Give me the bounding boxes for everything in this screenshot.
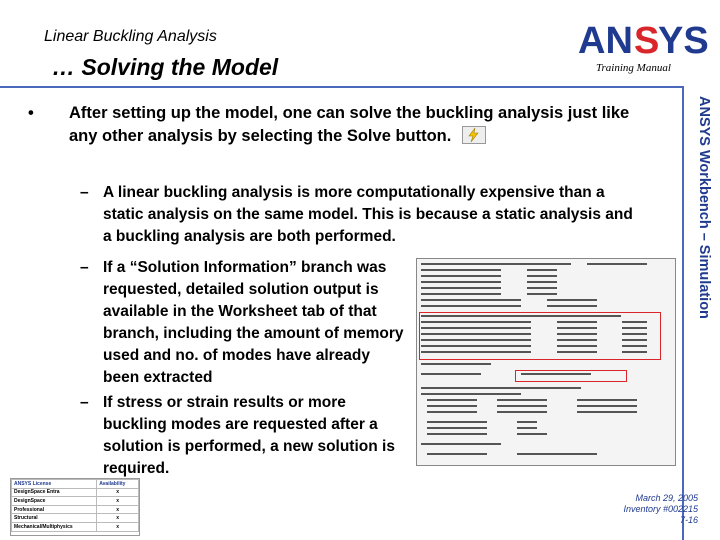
svg-text:YS: YS — [658, 20, 708, 60]
side-rule — [682, 86, 684, 540]
license-name: Structural — [12, 514, 97, 523]
availability-header: Availability — [97, 480, 139, 489]
header-rule — [0, 86, 682, 88]
license-table — [10, 478, 140, 536]
ansys-logo — [578, 20, 708, 65]
sub-text: A linear buckling analysis is more computationally expensive than a static analysis on the same model. This is because a static analysis and a buckling analysis are both performed. — [103, 184, 633, 245]
sub-item-3 — [80, 392, 410, 480]
license-availability: x — [97, 488, 139, 497]
license-availability: x — [97, 505, 139, 514]
sub-marker: – — [80, 184, 89, 201]
main-bullet — [28, 102, 632, 148]
training-manual-label: Training Manual — [596, 62, 671, 74]
license-availability: x — [97, 497, 139, 506]
side-label: ANSYS Workbench – Simulation — [696, 96, 712, 319]
license-name: DesignSpace Entra — [12, 488, 97, 497]
sub-item-1 — [80, 182, 640, 248]
sub-marker: – — [80, 394, 89, 411]
header-subtitle: … Solving the Model — [52, 54, 279, 80]
bullet-marker: • — [28, 104, 34, 122]
sub-text: If a “Solution Information” branch was requested, detailed solution output is available in the Worksheet tab of that branch, including the amount of memory used and no. of modes have already been extracted — [103, 259, 404, 386]
worksheet-highlight-modes — [515, 370, 627, 382]
sub-marker: – — [80, 259, 89, 276]
license-availability: x — [97, 522, 139, 531]
license-availability: x — [97, 514, 139, 523]
lightning-icon[interactable] — [462, 126, 486, 144]
footer-date: March 29, 2005 — [635, 493, 698, 503]
bullet-text: After setting up the model, one can solve the buckling analysis just like any other analysis by selecting the Solve button. — [69, 104, 630, 145]
license-name: Professional — [12, 505, 97, 514]
footer-page: 7-16 — [679, 515, 698, 525]
header-title: Linear Buckling Analysis — [44, 28, 217, 45]
svg-text:S: S — [634, 20, 660, 60]
svg-text:AN: AN — [578, 20, 633, 60]
license-name: Mechanical/Multiphysics — [12, 522, 97, 531]
sub-text: If stress or strain results or more buckling modes are requested after a solution is performed, a new solution is required. — [103, 394, 395, 477]
license-name: DesignSpace — [12, 497, 97, 506]
worksheet-highlight-memory — [419, 312, 661, 360]
footer-inventory: Inventory #002215 — [623, 504, 698, 514]
license-header: ANSYS License — [12, 480, 97, 489]
worksheet-screenshot — [416, 258, 676, 466]
footer — [600, 493, 698, 526]
sub-item-2 — [80, 257, 410, 389]
